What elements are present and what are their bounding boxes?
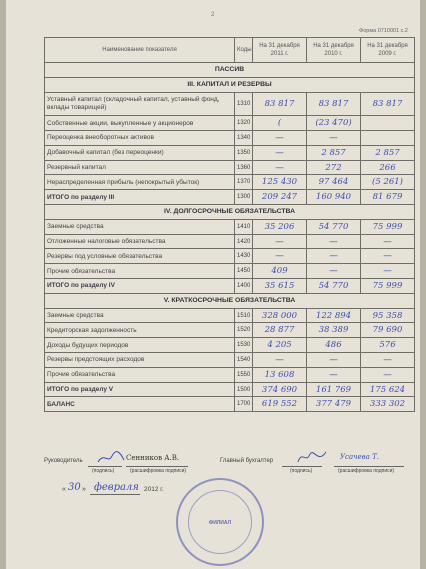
date-month: февраля	[94, 482, 139, 493]
row-name: Резервы предстоящих расходов	[45, 353, 235, 368]
row-name: Уставный капитал (складочный капитал, уставный фонд, вклады товарищей)	[45, 92, 235, 116]
value-2010: (23 470)	[307, 116, 361, 131]
value-2010: —	[307, 249, 361, 264]
col-header-2009: На 31 декабря 2009 г.	[361, 38, 415, 63]
section-header-row	[45, 77, 415, 92]
value-2011: —	[253, 160, 307, 175]
value-2011: 619 552	[253, 397, 307, 412]
table-row	[45, 116, 415, 131]
value-2009: 75 999	[361, 219, 415, 234]
value-2009: —	[361, 367, 415, 382]
value-2011: 13 608	[253, 367, 307, 382]
accountant-name: Усачева Т.	[340, 453, 380, 461]
value-2009: 95 358	[361, 308, 415, 323]
col-header-2011: На 31 декабря 2011 г.	[253, 38, 307, 63]
head-signature-scribble	[96, 450, 126, 466]
value-2010: 2 857	[307, 145, 361, 160]
row-name: Прочие обязательства	[45, 367, 235, 382]
value-2010: 272	[307, 160, 361, 175]
value-2010: 97 464	[307, 175, 361, 190]
value-2011: 35 206	[253, 219, 307, 234]
section-title: V. КРАТКОСРОЧНЫЕ ОБЯЗАТЕЛЬСТВА	[45, 293, 415, 308]
row-code: 1300	[235, 190, 253, 205]
row-code: 1310	[235, 92, 253, 116]
table-row	[45, 175, 415, 190]
table-row	[45, 353, 415, 368]
table-row	[45, 264, 415, 279]
row-name: Резервы под условные обязательства	[45, 249, 235, 264]
value-2010: 54 770	[307, 219, 361, 234]
value-2009: 79 690	[361, 323, 415, 338]
value-2010: 377 479	[307, 397, 361, 412]
row-name: Добавочный капитал (без переоценки)	[45, 145, 235, 160]
row-code: 1540	[235, 353, 253, 368]
total-row	[45, 382, 415, 397]
accountant-sign-caption: (подпись)	[290, 468, 313, 474]
value-2010: 161 769	[307, 382, 361, 397]
row-name: Заемные средства	[45, 219, 235, 234]
table-row	[45, 160, 415, 175]
col-header-name: Наименование показателя	[45, 38, 235, 63]
row-code: 1430	[235, 249, 253, 264]
value-2011: (	[253, 116, 307, 131]
table-row	[45, 92, 415, 116]
date-year: 2012 г.	[144, 486, 164, 493]
row-code: 1700	[235, 397, 253, 412]
value-2010: —	[307, 367, 361, 382]
head-label: Руководитель	[44, 458, 83, 464]
row-code: 1320	[235, 116, 253, 131]
signatures-block: Руководитель (подпись) Сенников А.В. (расшифровка подписи) Главный бухгалтер (подпись) Усачева Т. (расшифровка подписи) « 30 » февраля 2012 г.	[44, 458, 414, 568]
section-header-row	[45, 205, 415, 220]
section-title: IV. ДОЛГОСРОЧНЫЕ ОБЯЗАТЕЛЬСТВА	[45, 205, 415, 220]
table-row	[45, 323, 415, 338]
table-row	[45, 219, 415, 234]
balance-sheet-table	[44, 37, 415, 412]
value-2010: 486	[307, 338, 361, 353]
row-name: Резервный капитал	[45, 160, 235, 175]
row-name: Отложенные налоговые обязательства	[45, 234, 235, 249]
row-code: 1520	[235, 323, 253, 338]
form-code: Форма 0710001 с.2	[359, 28, 408, 34]
row-name: Доходы будущих периодов	[45, 338, 235, 353]
value-2010: —	[307, 264, 361, 279]
row-name: ИТОГО по разделу IV	[45, 279, 235, 294]
value-2011: —	[253, 353, 307, 368]
value-2009: —	[361, 264, 415, 279]
value-2009: —	[361, 234, 415, 249]
table-row	[45, 308, 415, 323]
table-row	[45, 145, 415, 160]
value-2009: 175 624	[361, 382, 415, 397]
col-header-code: Коды	[235, 38, 253, 63]
value-2011: 4 205	[253, 338, 307, 353]
row-name: Кредиторская задолженность	[45, 323, 235, 338]
value-2011: 35 615	[253, 279, 307, 294]
value-2010: 54 770	[307, 279, 361, 294]
value-2011: 209 247	[253, 190, 307, 205]
row-name: Прочие обязательства	[45, 264, 235, 279]
value-2009: 83 817	[361, 92, 415, 116]
row-name: Переоценка внеоборотных активов	[45, 131, 235, 146]
value-2009: (5 261)	[361, 175, 415, 190]
date-day: 30	[68, 482, 81, 493]
value-2011: 83 817	[253, 92, 307, 116]
row-code: 1550	[235, 367, 253, 382]
accountant-name-caption: (расшифровка подписи)	[338, 468, 395, 474]
section-title: III. КАПИТАЛ И РЕЗЕРВЫ	[45, 77, 415, 92]
row-code: 1350	[235, 145, 253, 160]
value-2009: 75 999	[361, 279, 415, 294]
total-row	[45, 397, 415, 412]
value-2011: 374 690	[253, 382, 307, 397]
head-name: Сенников А.В.	[126, 454, 180, 462]
col-header-2010: На 31 декабря 2010 г.	[307, 38, 361, 63]
row-name: БАЛАНС	[45, 397, 235, 412]
value-2010: 83 817	[307, 92, 361, 116]
table-header-row	[45, 38, 415, 63]
value-2011: 125 430	[253, 175, 307, 190]
value-2011: 328 000	[253, 308, 307, 323]
head-name-caption: (расшифровка подписи)	[130, 468, 187, 474]
table-row	[45, 249, 415, 264]
accountant-label: Главный бухгалтер	[220, 458, 274, 464]
value-2011: 28 877	[253, 323, 307, 338]
value-2009: 2 857	[361, 145, 415, 160]
row-code: 1510	[235, 308, 253, 323]
value-2009: —	[361, 249, 415, 264]
value-2011: —	[253, 131, 307, 146]
value-2011: —	[253, 249, 307, 264]
table-row	[45, 338, 415, 353]
row-code: 1500	[235, 382, 253, 397]
row-code: 1410	[235, 219, 253, 234]
value-2009: 81 679	[361, 190, 415, 205]
row-name: ИТОГО по разделу III	[45, 190, 235, 205]
row-code: 1450	[235, 264, 253, 279]
value-2010: —	[307, 234, 361, 249]
row-name: ИТОГО по разделу V	[45, 382, 235, 397]
value-2011: 409	[253, 264, 307, 279]
value-2009: —	[361, 353, 415, 368]
accountant-signature-scribble	[296, 448, 328, 466]
row-code: 1340	[235, 131, 253, 146]
table-row	[45, 131, 415, 146]
value-2009	[361, 116, 415, 131]
document-page	[6, 0, 420, 569]
table-row	[45, 234, 415, 249]
total-row	[45, 190, 415, 205]
row-code: 1360	[235, 160, 253, 175]
value-2010: 160 940	[307, 190, 361, 205]
section-header-row	[45, 293, 415, 308]
row-name: Нераспределенная прибыль (непокрытый убыток)	[45, 175, 235, 190]
value-2010: 38 389	[307, 323, 361, 338]
value-2009	[361, 131, 415, 146]
value-2011: —	[253, 234, 307, 249]
organization-stamp: ФИЛИАЛ	[176, 478, 264, 566]
row-code: 1420	[235, 234, 253, 249]
row-code: 1530	[235, 338, 253, 353]
value-2009: 333 302	[361, 397, 415, 412]
section-header-row	[45, 63, 415, 78]
value-2011: —	[253, 145, 307, 160]
value-2010: —	[307, 353, 361, 368]
row-code: 1400	[235, 279, 253, 294]
page-number: 2	[211, 12, 215, 18]
value-2009: 576	[361, 338, 415, 353]
value-2010: 122 894	[307, 308, 361, 323]
row-name: Собственные акции, выкупленные у акционеров	[45, 116, 235, 131]
row-code: 1370	[235, 175, 253, 190]
head-sign-caption: (подпись)	[92, 468, 115, 474]
section-title: ПАССИВ	[45, 63, 415, 78]
table-row	[45, 367, 415, 382]
total-row	[45, 279, 415, 294]
value-2010: —	[307, 131, 361, 146]
value-2009: 266	[361, 160, 415, 175]
row-name: Заемные средства	[45, 308, 235, 323]
